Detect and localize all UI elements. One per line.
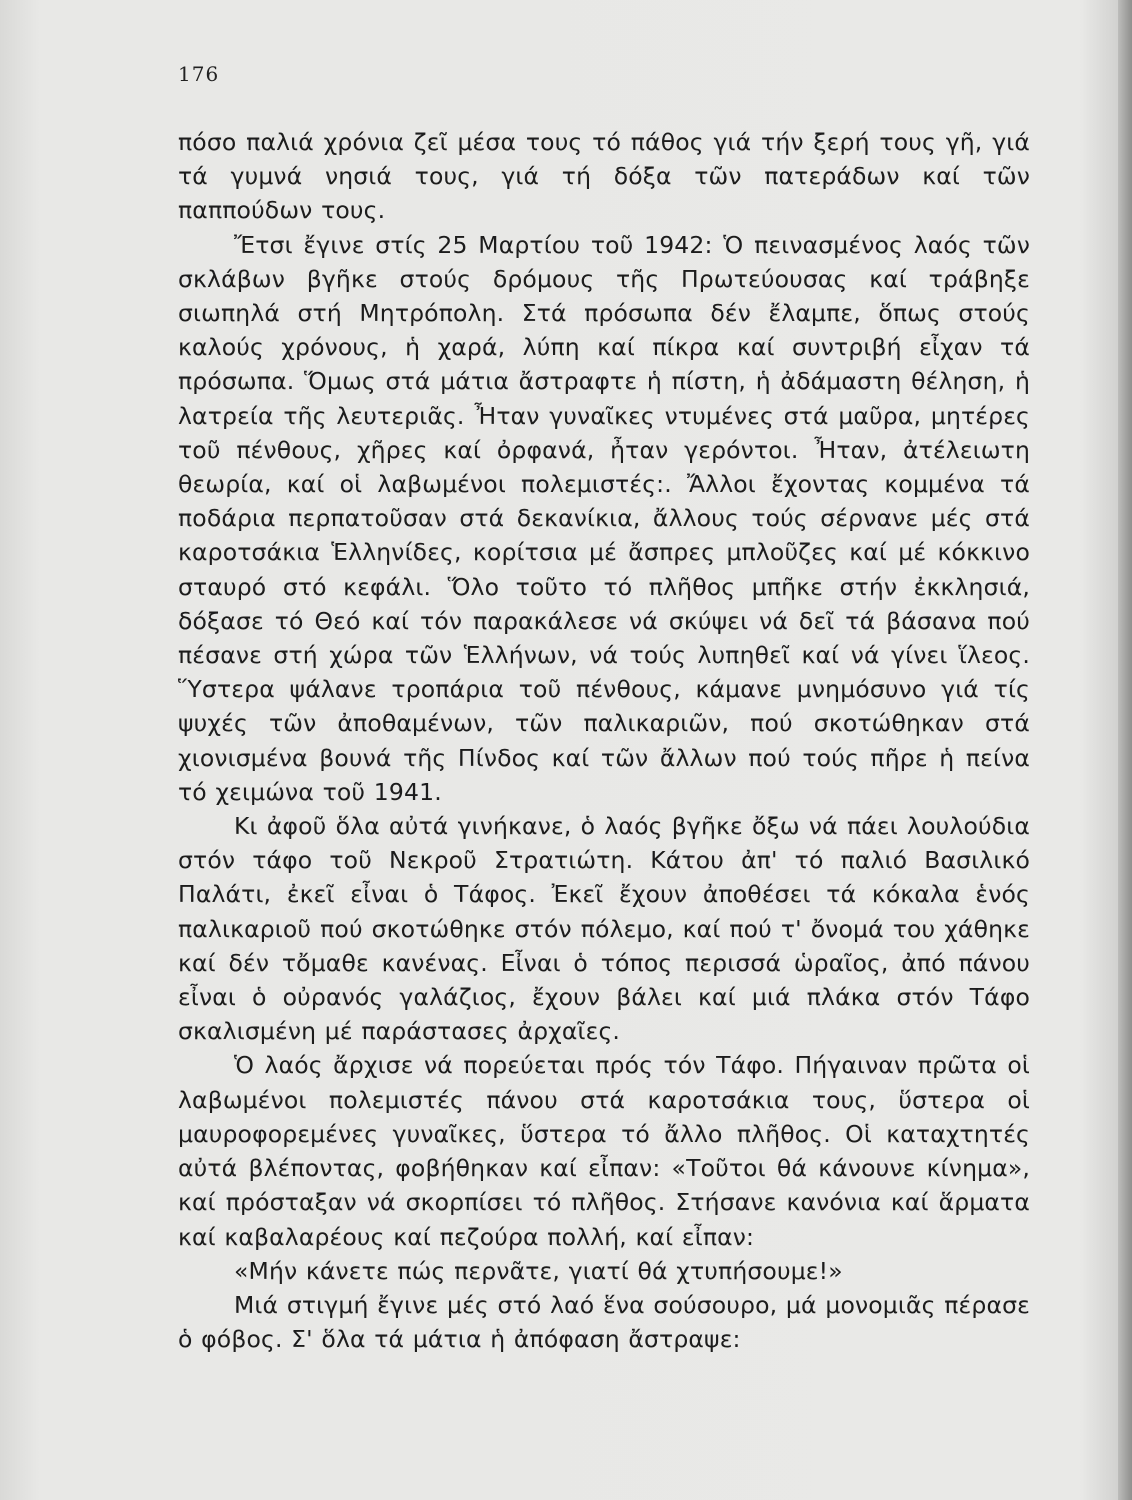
body-text (178, 125, 1030, 1356)
paragraph-2: Ἔτσι ἔγινε στίς 25 Μαρτίου τοῦ 1942: Ὁ πεινασμένος λαός τῶν σκλάβων βγῆκε στούς δρόμους τῆς Πρωτεύουσας καί τράβηξε σιωπηλά στή Μητρόπολη. Στά πρόσωπα δέν ἔλαμπε, ὅπως στούς καλούς χρόνους, ἡ χαρά, λύπη καί πίκρα καί συντριβή εἶχαν τά πρόσωπα. Ὅμως στά μάτια ἄστραφτε ἡ πίστη, ἡ ἀδάμαστη θέληση, ἡ λατρεία τῆς λευτεριᾶς. Ἦταν γυναῖκες ντυμένες στά μαῦρα, μητέρες τοῦ πένθους, χῆρες καί ὀρφανά, ἦταν γερόντοι. Ἦταν, ἀτέλειωτη θεωρία, καί οἱ λαβωμένοι πολεμιστές:. Ἄλλοι ἔχοντας κομμένα τά ποδάρια περπατοῦσαν στά δεκανίκια, ἄλλους τούς σέρνανε μές στά καροτσάκια Ἑλληνίδες, κορίτσια μέ ἄσπρες μπλοῦζες καί μέ κόκκινο σταυρό στό κεφάλι. Ὅλο τοῦτο τό πλῆθος μπῆκε στήν ἐκκλησιά, δόξασε τό Θεό καί τόν παρακάλεσε νά σκύψει νά δεῖ τά βάσανα πού πέσανε στή χώρα τῶν Ἑλλήνων, νά τούς λυπηθεῖ καί νά γίνει ἵλεος. Ὕστερα ψάλανε τροπάρια τοῦ πένθους, κάμανε μνημόσυνο γιά τίς ψυχές τῶν ἀποθαμένων, τῶν παλικαριῶν, πού σκοτώθηκαν στά χιονισμένα βουνά τῆς Πίνδος καί τῶν ἄλλων πού τούς πῆρε ἡ πείνα τό χειμώνα τοῦ 1941. (178, 230, 1030, 806)
paragraph-4: Ὁ λαός ἄρχισε νά πορεύεται πρός τόν Τάφο. Πήγαιναν πρῶτα οἱ λαβωμένοι πολεμιστές πάνου στά καροτσάκια τους, ὕστερα οἱ μαυροφορεμένες γυναῖκες, ὕστερα τό ἄλλο πλῆθος. Οἱ καταχτητές αὐτά βλέποντας, φοβήθηκαν καί εἶπαν: «Τοῦτοι θά κάνουνε κίνημα», καί πρόσταξαν νά σκορπίσει τό πλῆθος. Στήσανε κανόνια καί ἅρματα καί καβαλαρέους καί πεζούρα πολλή, καί εἶπαν: (178, 1051, 1030, 1251)
page-number: 176 (178, 62, 220, 86)
paragraph-1: πόσο παλιά χρόνια ζεῖ μέσα τους τό πάθος γιά τήν ξερή τους γῆ, γιά τά γυμνά νησιά τους, γιά τή δόξα τῶν πατεράδων καί τῶν παππούδων τους. (178, 128, 1030, 225)
page-edge-shadow (1118, 0, 1132, 1500)
paragraph-3: Κι ἀφοῦ ὅλα αὐτά γινήκανε, ὁ λαός βγῆκε ὄξω νά πάει λουλούδια στόν τάφο τοῦ Νεκροῦ Στρατιώτη. Κάτου ἀπ' τό παλιό Βασιλικό Παλάτι, ἐκεῖ εἶναι ὁ Τάφος. Ἐκεῖ ἔχουν ἀποθέσει τά κόκαλα ἑνός παλικαριοῦ πού σκοτώθηκε στόν πόλεμο, καί πού τ' ὄνομά του χάθηκε καί δέν τὄμαθε κανένας. Εἶναι ὁ τόπος περισσά ὡραῖος, ἀπό πάνου εἶναι ὁ οὐρανός γαλάζιος, ἔχουν βάλει καί μιά πλάκα στόν Τάφο σκαλισμένη μέ παράστασες ἀρχαῖες. (178, 812, 1030, 1046)
paragraph-5-quote: «Μήν κάνετε πώς περνᾶτε, γιατί θά χτυπήσουμε!» (234, 1256, 843, 1285)
paragraph-6: Μιά στιγμή ἔγινε μές στό λαό ἕνα σούσουρο, μά μονομιᾶς πέρασε ὁ φόβος. Σ' ὅλα τά μάτια ἡ ἀπόφαση ἄστραψε: (178, 1290, 1030, 1354)
